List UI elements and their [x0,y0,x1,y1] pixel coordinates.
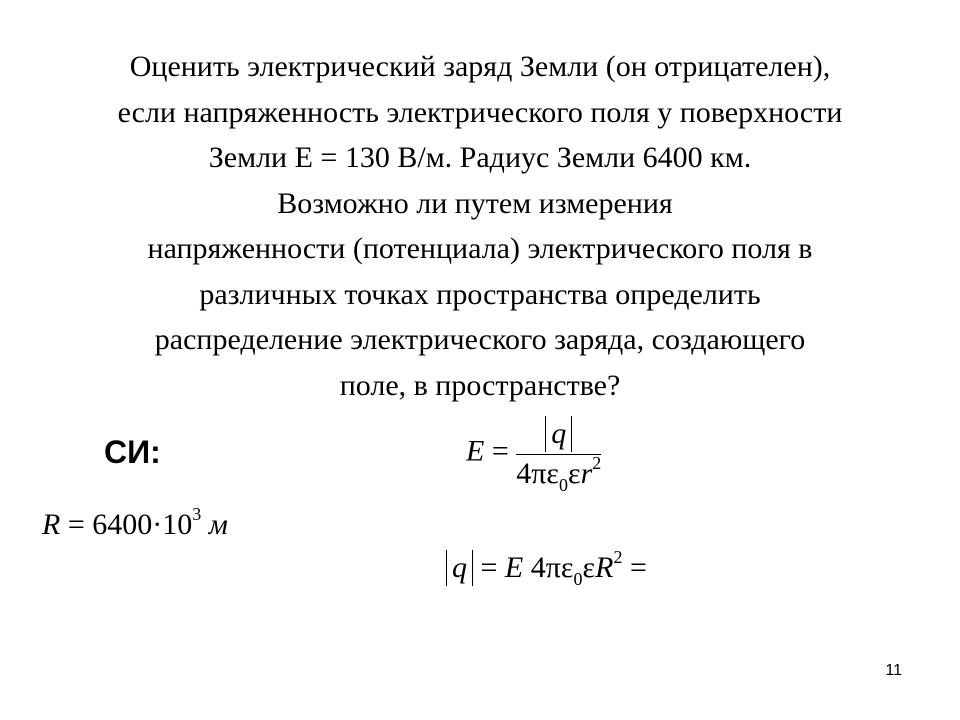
charge-E: E [504,551,524,584]
charge-tail: = [622,551,647,584]
radius-exponent: 3 [192,504,202,524]
page-number: 11 [885,662,902,679]
fraction-denominator [516,453,602,495]
abs-value [545,416,572,452]
den-exponent: 2 [592,453,602,473]
radius-unit: м [201,508,228,541]
problem-line: напряженности (потенциала) электрического поля в [147,232,813,265]
problem-line: различных точках пространства определить [199,277,761,311]
problem-line: Оценить электрический заряд Земли (он отрицателен), [129,50,831,83]
charge-formula [446,547,647,589]
radius-value: = 6400·10 [60,508,193,541]
radius-var: R [42,508,61,541]
problem-line: если напряженность электрического поля у поверхности [117,95,843,129]
problem-statement [0,44,960,408]
charge-symbol: q [452,551,467,584]
problem-line: Земли E = 130 В/м. Радиус Земли 6400 км. [208,141,752,174]
charge-coef: 4πε [523,551,574,584]
problem-line: Возможно ли путем измерения [277,186,673,220]
den-subscript: 0 [559,475,568,495]
den-r: r [580,457,593,490]
field-lhs: E [466,434,485,468]
charge-eps: ε [582,551,596,584]
problem-line: поле, в пространстве? [339,368,621,402]
field-eq: = [484,434,517,468]
den-eps: ε [568,457,581,490]
charge-eq: = [473,551,505,584]
charge-exponent: 2 [613,547,623,567]
charge-symbol: q [551,417,567,450]
field-fraction [516,416,602,495]
si-label: СИ: [104,434,161,470]
radius-formula [42,504,228,542]
abs-value [446,550,473,586]
charge-subscript: 0 [573,569,583,589]
fraction-numerator [516,416,601,455]
problem-line: распределение электрического заряда, создающего [154,323,806,356]
den-coef: 4πε [516,457,559,490]
field-formula [466,416,602,495]
charge-R: R [595,551,614,584]
